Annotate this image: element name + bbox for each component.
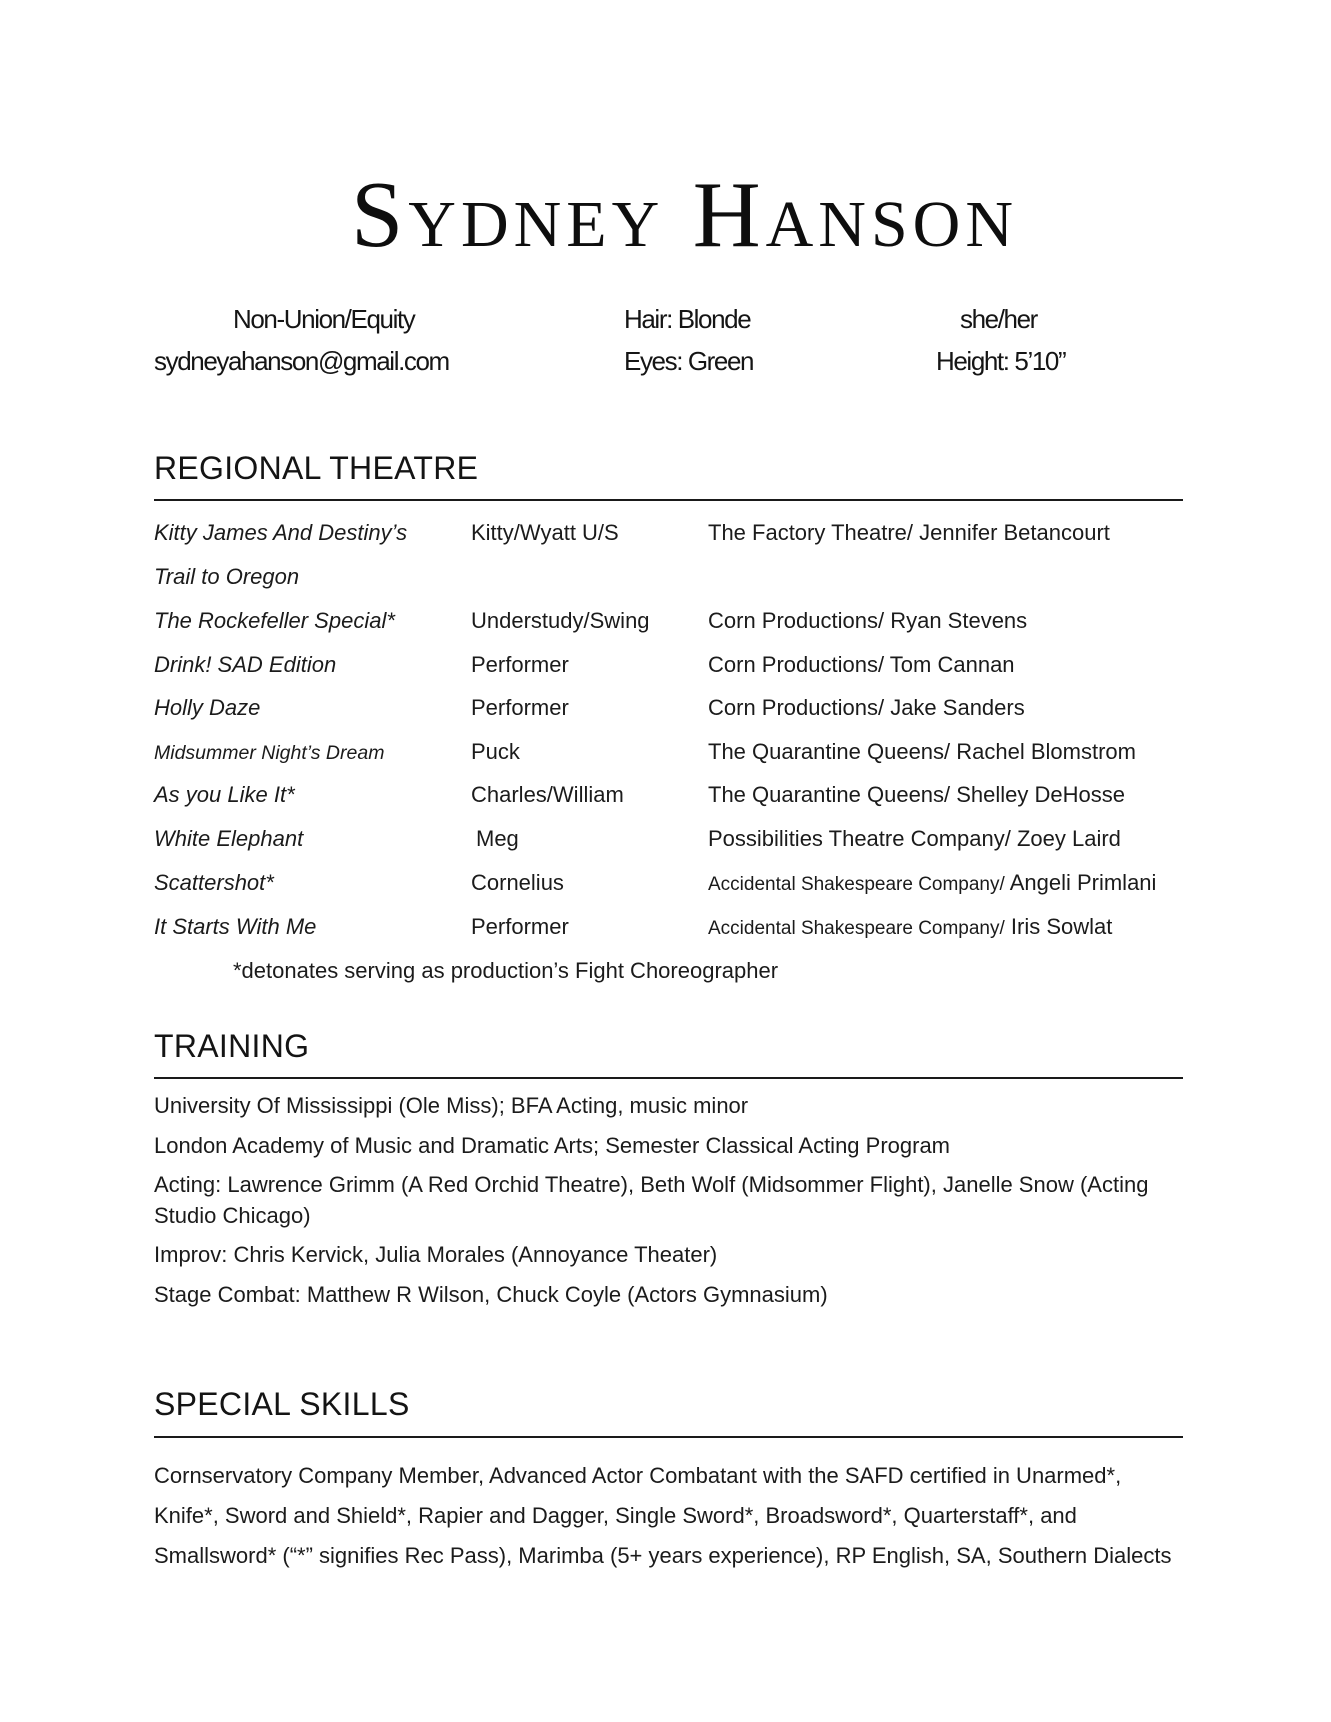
credit-row bbox=[0, 566, 1331, 610]
company-name: Accidental Shakespeare Company/ bbox=[708, 918, 1005, 939]
show-title: White Elephant bbox=[154, 826, 304, 851]
training-item: London Academy of Music and Dramatic Arts; Semester Classical Acting Program bbox=[154, 1133, 951, 1158]
credit-row bbox=[0, 916, 1331, 960]
special-skills-text: Cornservatory Company Member, Advanced Actor Combatant with the SAFD certified in Unarmed*, Knife*, Sword and Shield*, Rapier and Dagger, Single Sword*, Broadsword*, Quarterstaff*, and Smallsword* (“*” signifies Rec Pass), Marimba (5+ years experience), RP English, SA, Southern Dialects bbox=[154, 1463, 1172, 1568]
role: Meg bbox=[476, 826, 519, 851]
company-director: Corn Productions/ Tom Cannan bbox=[708, 652, 1015, 677]
section-divider bbox=[154, 1436, 1183, 1438]
show-title: Drink! SAD Edition bbox=[154, 652, 337, 677]
credit-row bbox=[0, 784, 1331, 828]
company-director: Possibilities Theatre Company/ Zoey Laird bbox=[708, 826, 1121, 851]
company-director: The Quarantine Queens/ Shelley DeHosse bbox=[708, 782, 1126, 807]
training-item: Improv: Chris Kervick, Julia Morales (Annoyance Theater) bbox=[154, 1242, 718, 1267]
credit-row bbox=[0, 872, 1331, 916]
regional-theatre-heading: REGIONAL THEATRE bbox=[154, 450, 479, 486]
training-item: Stage Combat: Matthew R Wilson, Chuck Coyle (Actors Gymnasium) bbox=[154, 1282, 828, 1307]
training-item: University Of Mississippi (Ole Miss); BFA Acting, music minor bbox=[154, 1093, 749, 1118]
actor-name: Sydney Hanson bbox=[351, 163, 1018, 267]
role: Charles/William bbox=[471, 782, 624, 807]
role: Puck bbox=[471, 739, 520, 764]
height: Height: 5’10” bbox=[936, 346, 1066, 376]
email-address: sydneyahanson@gmail.com bbox=[154, 346, 449, 376]
special-skills-heading: SPECIAL SKILLS bbox=[154, 1386, 410, 1422]
director-name: Angeli Primlani bbox=[1004, 870, 1157, 895]
show-title: The Rockefeller Special* bbox=[154, 608, 395, 633]
show-title: Kitty James And Destiny’s bbox=[154, 520, 408, 545]
show-title: Holly Daze bbox=[154, 695, 261, 720]
company-director: Corn Productions/ Jake Sanders bbox=[708, 695, 1025, 720]
role: Cornelius bbox=[471, 870, 564, 895]
company-director: Corn Productions/ Ryan Stevens bbox=[708, 608, 1028, 633]
section-divider bbox=[154, 499, 1183, 501]
credit-row bbox=[0, 828, 1331, 872]
credit-row bbox=[0, 522, 1331, 566]
show-title: Midsummer Night’s Dream bbox=[154, 742, 385, 764]
show-title: It Starts With Me bbox=[154, 914, 317, 939]
company-director bbox=[708, 872, 1156, 894]
role: Performer bbox=[471, 914, 569, 939]
section-divider bbox=[154, 1077, 1183, 1079]
show-title: Trail to Oregon bbox=[154, 564, 300, 589]
training-heading: TRAINING bbox=[154, 1028, 310, 1064]
role: Performer bbox=[471, 652, 569, 677]
credit-row bbox=[0, 697, 1331, 741]
credit-row bbox=[0, 610, 1331, 654]
director-name: Iris Sowlat bbox=[1004, 914, 1113, 939]
company-director bbox=[708, 916, 1112, 938]
credit-row bbox=[0, 741, 1331, 785]
show-title: Scattershot* bbox=[154, 870, 274, 895]
credit-row bbox=[0, 654, 1331, 698]
role: Understudy/Swing bbox=[471, 608, 650, 633]
company-director: The Factory Theatre/ Jennifer Betancourt bbox=[708, 520, 1110, 545]
union-status: Non-Union/Equity bbox=[233, 304, 415, 334]
role: Performer bbox=[471, 695, 569, 720]
role: Kitty/Wyatt U/S bbox=[471, 520, 619, 545]
pronouns: she/her bbox=[960, 304, 1037, 334]
fight-choreographer-note: *detonates serving as production’s Fight Choreographer bbox=[233, 958, 779, 983]
show-title: As you Like It* bbox=[154, 782, 295, 807]
training-item: Acting: Lawrence Grimm (A Red Orchid Theatre), Beth Wolf (Midsommer Flight), Janelle Snow (Acting Studio Chicago) bbox=[154, 1172, 1149, 1228]
hair-color: Hair: Blonde bbox=[624, 304, 751, 334]
eye-color: Eyes: Green bbox=[624, 346, 754, 376]
company-name: Accidental Shakespeare Company/ bbox=[708, 874, 1005, 895]
company-director: The Quarantine Queens/ Rachel Blomstrom bbox=[708, 739, 1136, 764]
